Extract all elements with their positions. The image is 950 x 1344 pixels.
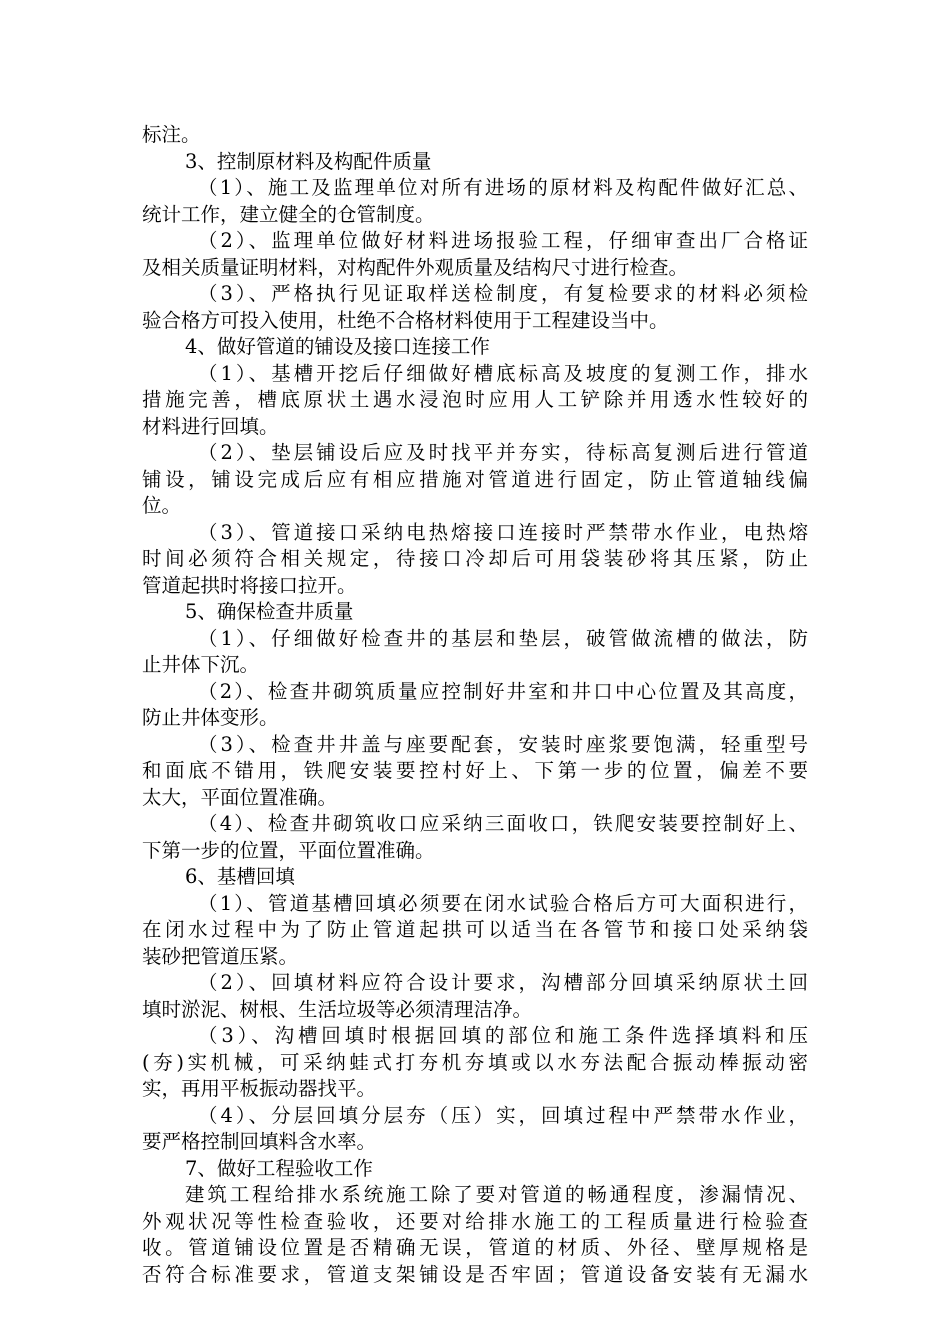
text-line: 位。 [142, 494, 182, 517]
text-line: （3）、严格执行见证取样送检制度，有复检要求的材料必须检 [198, 282, 808, 305]
text-line: 太大，平面位置准确。 [142, 785, 338, 809]
text-line: （1）、基槽开挖后仔细做好槽底标高及坡度的复测工作，排水 [198, 361, 808, 385]
text-line: （1）、管道基槽回填必须要在闭水试验合格后方可大面积进行， [198, 891, 808, 915]
text-line: 否符合标准要求，管道支架铺设是否牢固；管道设备安装有无漏水 [142, 1262, 808, 1286]
text-line: 要严格控制回填料含水率。 [142, 1130, 377, 1153]
section-heading: 5、确保检查井质量 [185, 600, 354, 623]
text-line: 装砂把管道压紧。 [142, 944, 299, 968]
text-line: （4）、分层回填分层夯（压）实，回填过程中严禁带水作业， [198, 1103, 808, 1127]
text-line: （1）、施工及监理单位对所有进场的原材料及构配件做好汇总、 [198, 176, 808, 199]
text-line: 填时淤泥、树根、生活垃圾等必须清理洁净。 [142, 997, 533, 1021]
document-page [142, 122, 808, 1288]
text-line: 管道起拱时将接口拉开。 [142, 573, 357, 597]
text-line: 在闭水过程中为了防止管道起拱可以适当在各管节和接口处采纳袋 [142, 918, 808, 941]
text-line: 铺设，铺设完成后应有相应措施对管道进行固定，防止管道轴线偏 [142, 467, 808, 491]
text-line: （4）、检查井砌筑收口应采纳三面收口，铁爬安装要控制好上、 [198, 812, 808, 835]
text-line: （3）、管道接口采纳电热熔接口连接时严禁带水作业，电热熔 [198, 520, 808, 544]
text-line: （2）、回填材料应符合设计要求，沟槽部分回填采纳原状土回 [198, 971, 808, 994]
text-line: （2）、检查井砌筑质量应控制好井室和井口中心位置及其高度， [198, 679, 808, 703]
text-line: （2）、垫层铺设后应及时找平并夯实，待标高复测后进行管道 [198, 441, 808, 464]
section-heading: 7、做好工程验收工作 [185, 1156, 373, 1180]
text-line: 及相关质量证明材料，对构配件外观质量及结构尺寸进行检查。 [142, 255, 689, 279]
text-line: 实，再用平板振动器找平。 [142, 1077, 377, 1100]
text-line: 止井体下沉。 [142, 653, 260, 676]
text-line: （3）、沟槽回填时根据回填的部位和施工条件选择填料和压 [198, 1024, 808, 1047]
section-heading: 6、基槽回填 [185, 865, 295, 888]
text-line: 标注。 [142, 123, 201, 146]
text-line: （3）、检查井井盖与座要配套，安装时座浆要饱满，轻重型号 [198, 732, 808, 756]
section-heading: 4、做好管道的铺设及接口连接工作 [185, 335, 490, 358]
text-line: 建筑工程给排水系统施工除了要对管道的畅通程度，渗漏情况、 [185, 1183, 808, 1206]
text-line: （1）、仔细做好检查井的基层和垫层，破管做流槽的做法，防 [198, 626, 808, 650]
text-line: 和面底不错用，铁爬安装要控村好上、下第一步的位置，偏差不要 [142, 759, 808, 782]
section-heading: 3、控制原材料及构配件质量 [185, 149, 432, 173]
text-line: (夯)实机械，可采纳蛙式打夯机夯填或以水夯法配合振动棒振动密 [142, 1050, 808, 1074]
text-line: 验合格方可投入使用，杜绝不合格材料使用于工程建设当中。 [142, 308, 669, 332]
text-line: 外观状况等性检查验收，还要对给排水施工的工程质量进行检验查 [142, 1209, 808, 1233]
text-line: 时间必须符合相关规定，待接口冷却后可用袋装砂将其压紧，防止 [142, 547, 808, 570]
text-line: 收。管道铺设位置是否精确无误，管道的材质、外径、壁厚规格是 [142, 1236, 808, 1259]
text-line: （2）、监理单位做好材料进场报验工程，仔细审查出厂合格证 [198, 229, 808, 252]
text-line: 防止井体变形。 [142, 706, 279, 729]
text-line: 措施完善，槽底原状土遇水浸泡时应用人工铲除并用透水性较好的 [142, 388, 808, 411]
text-line: 统计工作，建立健全的仓管制度。 [142, 202, 435, 226]
text-line: 下第一步的位置，平面位置准确。 [142, 838, 435, 862]
text-line: 材料进行回填。 [142, 414, 279, 438]
